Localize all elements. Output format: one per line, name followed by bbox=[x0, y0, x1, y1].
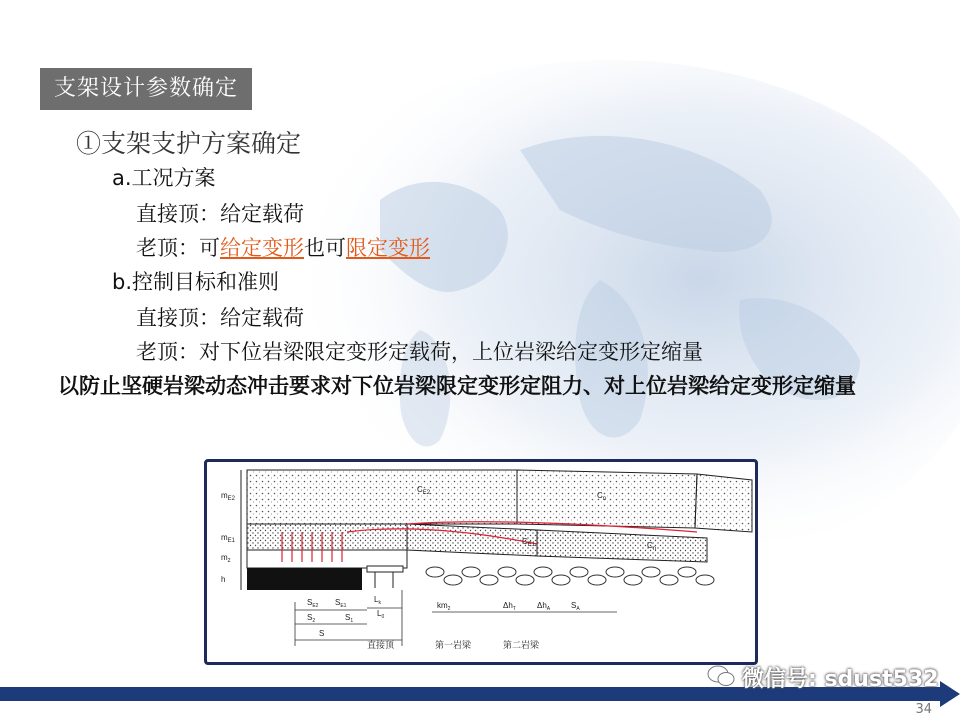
upper-beam-block bbox=[517, 470, 697, 528]
highlight-limited-deformation: 限定变形 bbox=[346, 236, 430, 260]
strata-diagram bbox=[207, 462, 755, 662]
hydraulic-support bbox=[367, 566, 403, 588]
dim-Lk: $L_k$ bbox=[374, 595, 381, 606]
watermark-text: 微信号: sdust532 bbox=[742, 667, 939, 692]
label-second-beam: 第二岩梁 bbox=[503, 640, 540, 650]
label-first-beam: 第一岩梁 bbox=[435, 640, 472, 650]
dim-dhT: $\Delta h_T$ bbox=[503, 601, 516, 612]
label-h: h bbox=[221, 575, 226, 584]
dim-S: S bbox=[319, 629, 325, 638]
label-direct-roof: 直接顶 bbox=[367, 640, 395, 650]
subheading-a: a.工况方案 bbox=[112, 166, 216, 190]
b-line-direct-roof: 直接顶：给定载荷 bbox=[136, 306, 304, 330]
a-line-direct-roof: 直接顶：给定载荷 bbox=[136, 202, 304, 226]
dim-S2: $S_2$ bbox=[307, 613, 316, 624]
label-mz: $m_z$ bbox=[221, 553, 231, 564]
dimension-lines bbox=[295, 590, 617, 646]
upper-beam-block-2 bbox=[695, 474, 752, 532]
beam-label-4: $C_n$ bbox=[647, 541, 657, 552]
page-number: 34 bbox=[915, 702, 932, 717]
main-heading: ①支架支护方案确定 bbox=[76, 129, 302, 158]
dim-SE1: $S_{E1}$ bbox=[335, 598, 347, 609]
caved-rubble bbox=[426, 567, 714, 585]
dim-L0: $L_0$ bbox=[377, 609, 385, 620]
dim-dhA: $\Delta h_A$ bbox=[537, 601, 551, 612]
highlight-given-deformation: 给定变形 bbox=[220, 236, 304, 260]
beam-label-3: $C_{E1}$ bbox=[522, 537, 536, 548]
wechat-icon bbox=[706, 664, 736, 688]
beam-label-2: $C_n$ bbox=[597, 491, 607, 502]
label-mE2: $m_{E2}$ bbox=[221, 491, 236, 502]
strata-diagram-frame bbox=[204, 459, 758, 665]
coal-seam bbox=[247, 568, 362, 590]
label-mE1: $m_{E1}$ bbox=[221, 533, 236, 544]
conclusion-text: 以防止坚硬岩梁动态冲击要求对下位岩梁限定变形定阻力、对上位岩梁给定变形定缩量 bbox=[58, 374, 856, 398]
dim-SA: $S_A$ bbox=[571, 601, 580, 612]
dim-S1: $S_1$ bbox=[345, 613, 354, 624]
a-line-main-roof bbox=[136, 232, 430, 262]
a-line2-prefix: 老顶：可 bbox=[136, 236, 220, 260]
b-line-main-roof: 老顶：对下位岩梁限定变形定载荷，上位岩梁给定变形定缩量 bbox=[136, 340, 703, 364]
immediate-roof bbox=[247, 550, 407, 568]
section-tag: 支架设计参数确定 bbox=[40, 68, 252, 110]
dim-SE2: $S_{E2}$ bbox=[307, 598, 319, 609]
dim-km2: $km_2$ bbox=[437, 601, 451, 612]
a-line2-mid: 也可 bbox=[304, 236, 346, 260]
beam-label-1: $C_{E2}$ bbox=[417, 485, 431, 496]
lower-stratum bbox=[247, 524, 407, 550]
lower-beam-2 bbox=[537, 530, 707, 562]
upper-stratum bbox=[247, 470, 517, 524]
subheading-b: b.控制目标和准则 bbox=[112, 270, 280, 294]
